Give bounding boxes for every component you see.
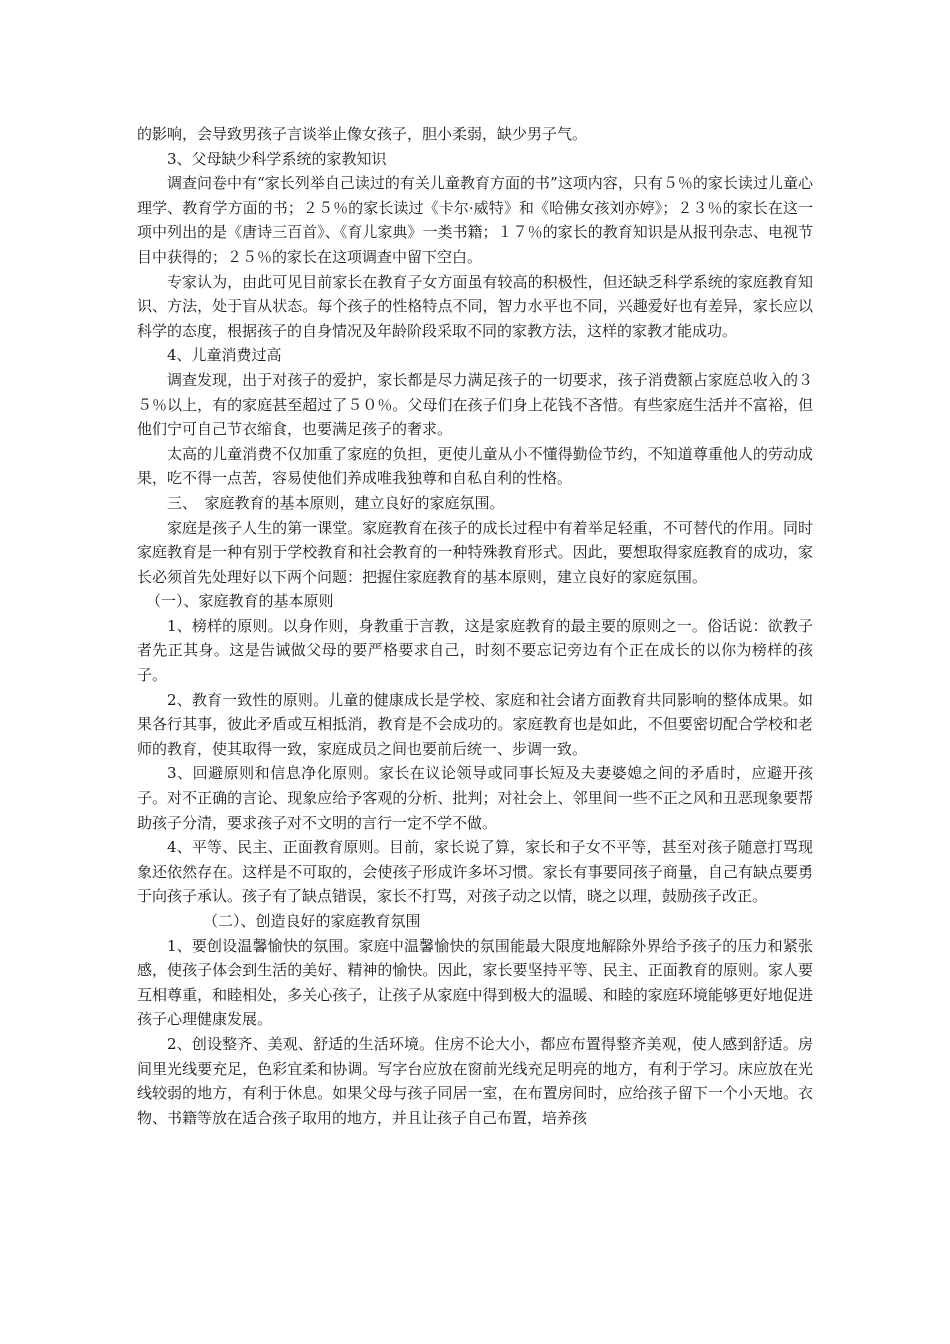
paragraph: 4、平等、民主、正面教育原则。目前，家长说了算，家长和子女不平等，甚至对孩子随意打骂现象还依然存在。这样是不可取的，会使孩子形成许多坏习惯。家长有事要同孩子商量，自己有缺点要勇于向孩子承认。孩子有了缺点错误，家长不打骂，对孩子动之以情，晓之以理，鼓励孩子改正。 [137, 838, 813, 906]
paragraph: 3、回避原则和信息净化原则。家长在议论领导或同事长短及夫妻婆媳之间的矛盾时，应避开孩子。对不正确的言论、现象应给予客观的分析、批判；对社会上、邻里间一些不正之风和丑恶现象要帮助孩子分清，要求孩子对不文明的言行一定不学不做。 [137, 764, 813, 832]
paragraph: 的影响，会导致男孩子言谈举止像女孩子，胆小柔弱，缺少男子气。 [137, 125, 588, 143]
document-body [137, 122, 813, 1130]
subsection-heading: （一）、家庭教育的基本原则 [146, 592, 334, 611]
section-heading: 3、父母缺少科学系统的家教知识 [167, 149, 387, 168]
section-heading: 4、儿童消费过高 [167, 346, 282, 365]
paragraph: 1、榜样的原则。以身作则，身教重于言教，这是家庭教育的最主要的原则之一。俗话说：欲教子者先正其身。这是告诫做父母的要严格要求自己，时刻不要忘记旁边有个正在成长的以你为榜样的孩子。 [137, 616, 813, 685]
chapter-heading: 三、 家庭教育的基本原则，建立良好的家庭氛围。 [167, 493, 505, 512]
paragraph: 2、创设整齐、美观、舒适的生活环境。住房不论大小，都应布置得整齐美观，使人感到舒适。房间里光线要充足，色彩宜柔和协调。写字台应放在窗前光线充足明亮的地方，有利于学习。床应放在光线较弱的地方，有利于休息。如果父母与孩子同居一室，在布置房间时，应给孩子留下一个小天地。衣物、书籍等放在适合孩子取用的地方，并且让孩子自己布置，培养孩 [137, 1034, 813, 1127]
paragraph: 调查发现，出于对孩子的爱护，家长都是尽力满足孩子的一切要求，孩子消费额占家庭总收入的３５％以上，有的家庭甚至超过了５０％。父母们在孩子们身上花钱不吝惜。有些家庭生活并不富裕，但他们宁可自己节衣缩食，也要满足孩子的奢求。 [137, 370, 813, 439]
paragraph: 调查问卷中有“家长列举自己读过的有关儿童教育方面的书”这项内容，只有５％的家长读过儿童心理学、教育学方面的书；２５％的家长读过《卡尔·威特》和《哈佛女孩刘亦婷》；２３％的家长在这一项中列出的是《唐诗三百首》、《育儿家典》一类书籍；１７％的家长的教育知识是从报刊杂志、电视节目中获得的；２５％的家长在这项调查中留下空白。 [137, 174, 813, 266]
subsection-heading: （二）、创造良好的家庭教育氛围 [203, 912, 421, 930]
paragraph: 专家认为，由此可见目前家长在教育子女方面虽有较高的积极性，但还缺乏科学系统的家庭教育知识、方法，处于盲从状态。每个孩子的性格特点不同，智力水平也不同，兴趣爱好也有差异，家长应以科学的态度，根据孩子的自身情况及年龄阶段采取不同的家教方法，这样的家教才能成功。 [137, 272, 813, 340]
paragraph: 1、要创设温馨愉快的氛围。家庭中温馨愉快的氛围能最大限度地解除外界给予孩子的压力和紧张感，使孩子体会到生活的美好、精神的愉快。因此，家长要坚持平等、民主、正面教育的原则。家人要互相尊重，和睦相处，多关心孩子，让孩子从家庭中得到极大的温暖、和睦的家庭环境能够更好地促进孩子心理健康发展。 [137, 936, 813, 1029]
paragraph: 太高的儿童消费不仅加重了家庭的负担，更使儿童从小不懂得勤俭节约，不知道尊重他人的劳动成果，吃不得一点苦，容易使他们养成唯我独尊和自私自利的性格。 [137, 444, 813, 488]
paragraph: 2、教育一致性的原则。儿童的健康成长是学校、家庭和社会诸方面教育共同影响的整体成果。如果各行其事，彼此矛盾或互相抵消，教育是不会成功的。家庭教育也是如此，不但要密切配合学校和老师的教育，使其取得一致，家庭成员之间也要前后统一、步调一致。 [137, 690, 813, 758]
paragraph: 家庭是孩子人生的第一课堂。家庭教育在孩子的成长过程中有着举足轻重，不可替代的作用。同时家庭教育是一种有别于学校教育和社会教育的一种特殊教育形式。因此，要想取得家庭教育的成功，家长必须首先处理好以下两个问题：把握住家庭教育的基本原则，建立良好的家庭氛围。 [137, 518, 813, 586]
